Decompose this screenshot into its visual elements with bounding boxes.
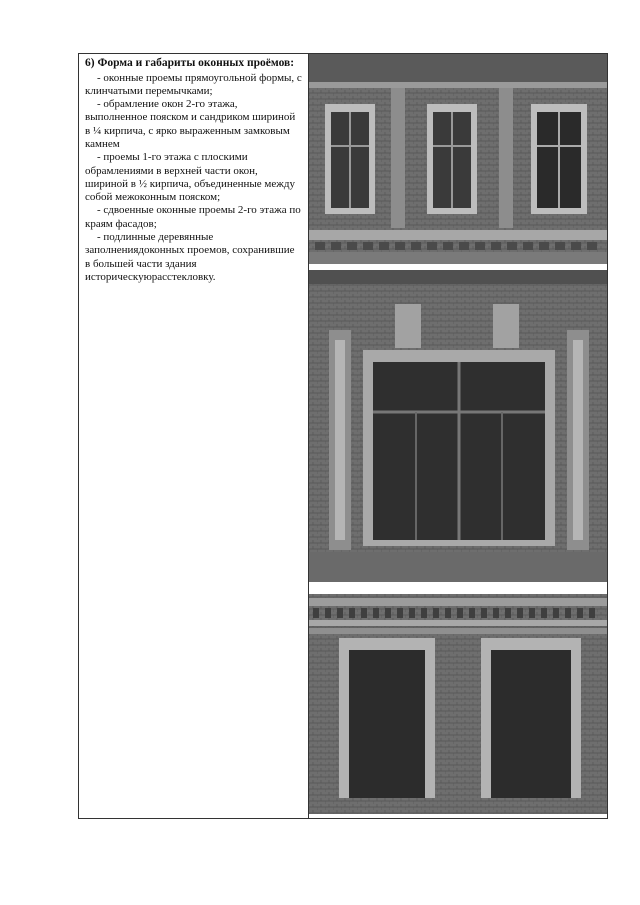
window-keystone-closeup-photo <box>309 270 607 582</box>
document-table <box>78 53 608 819</box>
list-item: - сдвоенные оконные проемы 2-го этажа по краям фасадов; <box>85 204 301 230</box>
section-title: 6) Форма и габариты оконных проёмов: <box>85 57 295 69</box>
photo-cell <box>309 54 607 818</box>
description-cell <box>79 54 309 818</box>
list-item: - проемы 1-го этажа с плоскими обрамлениями в верхней части окон, шириной в ½ кирпича, объединенные между собой межоконным пояском; <box>85 151 295 204</box>
facade-second-floor-windows-photo <box>309 54 607 264</box>
list-item: - оконные проемы прямоугольной формы, с клинчатыми перемычками; <box>85 71 302 97</box>
list-item: - обрамление окон 2-го этажа, выполненное пояском и сандриком шириной в ¼ кирпича, с ярко выраженным замковым камнем <box>85 98 296 150</box>
list-item: - подлинные деревянные заполнениядоконных проемов, сохранившие в большей части здания историческуюрасстекловку. <box>85 231 295 283</box>
first-floor-windows-photo <box>309 594 607 814</box>
